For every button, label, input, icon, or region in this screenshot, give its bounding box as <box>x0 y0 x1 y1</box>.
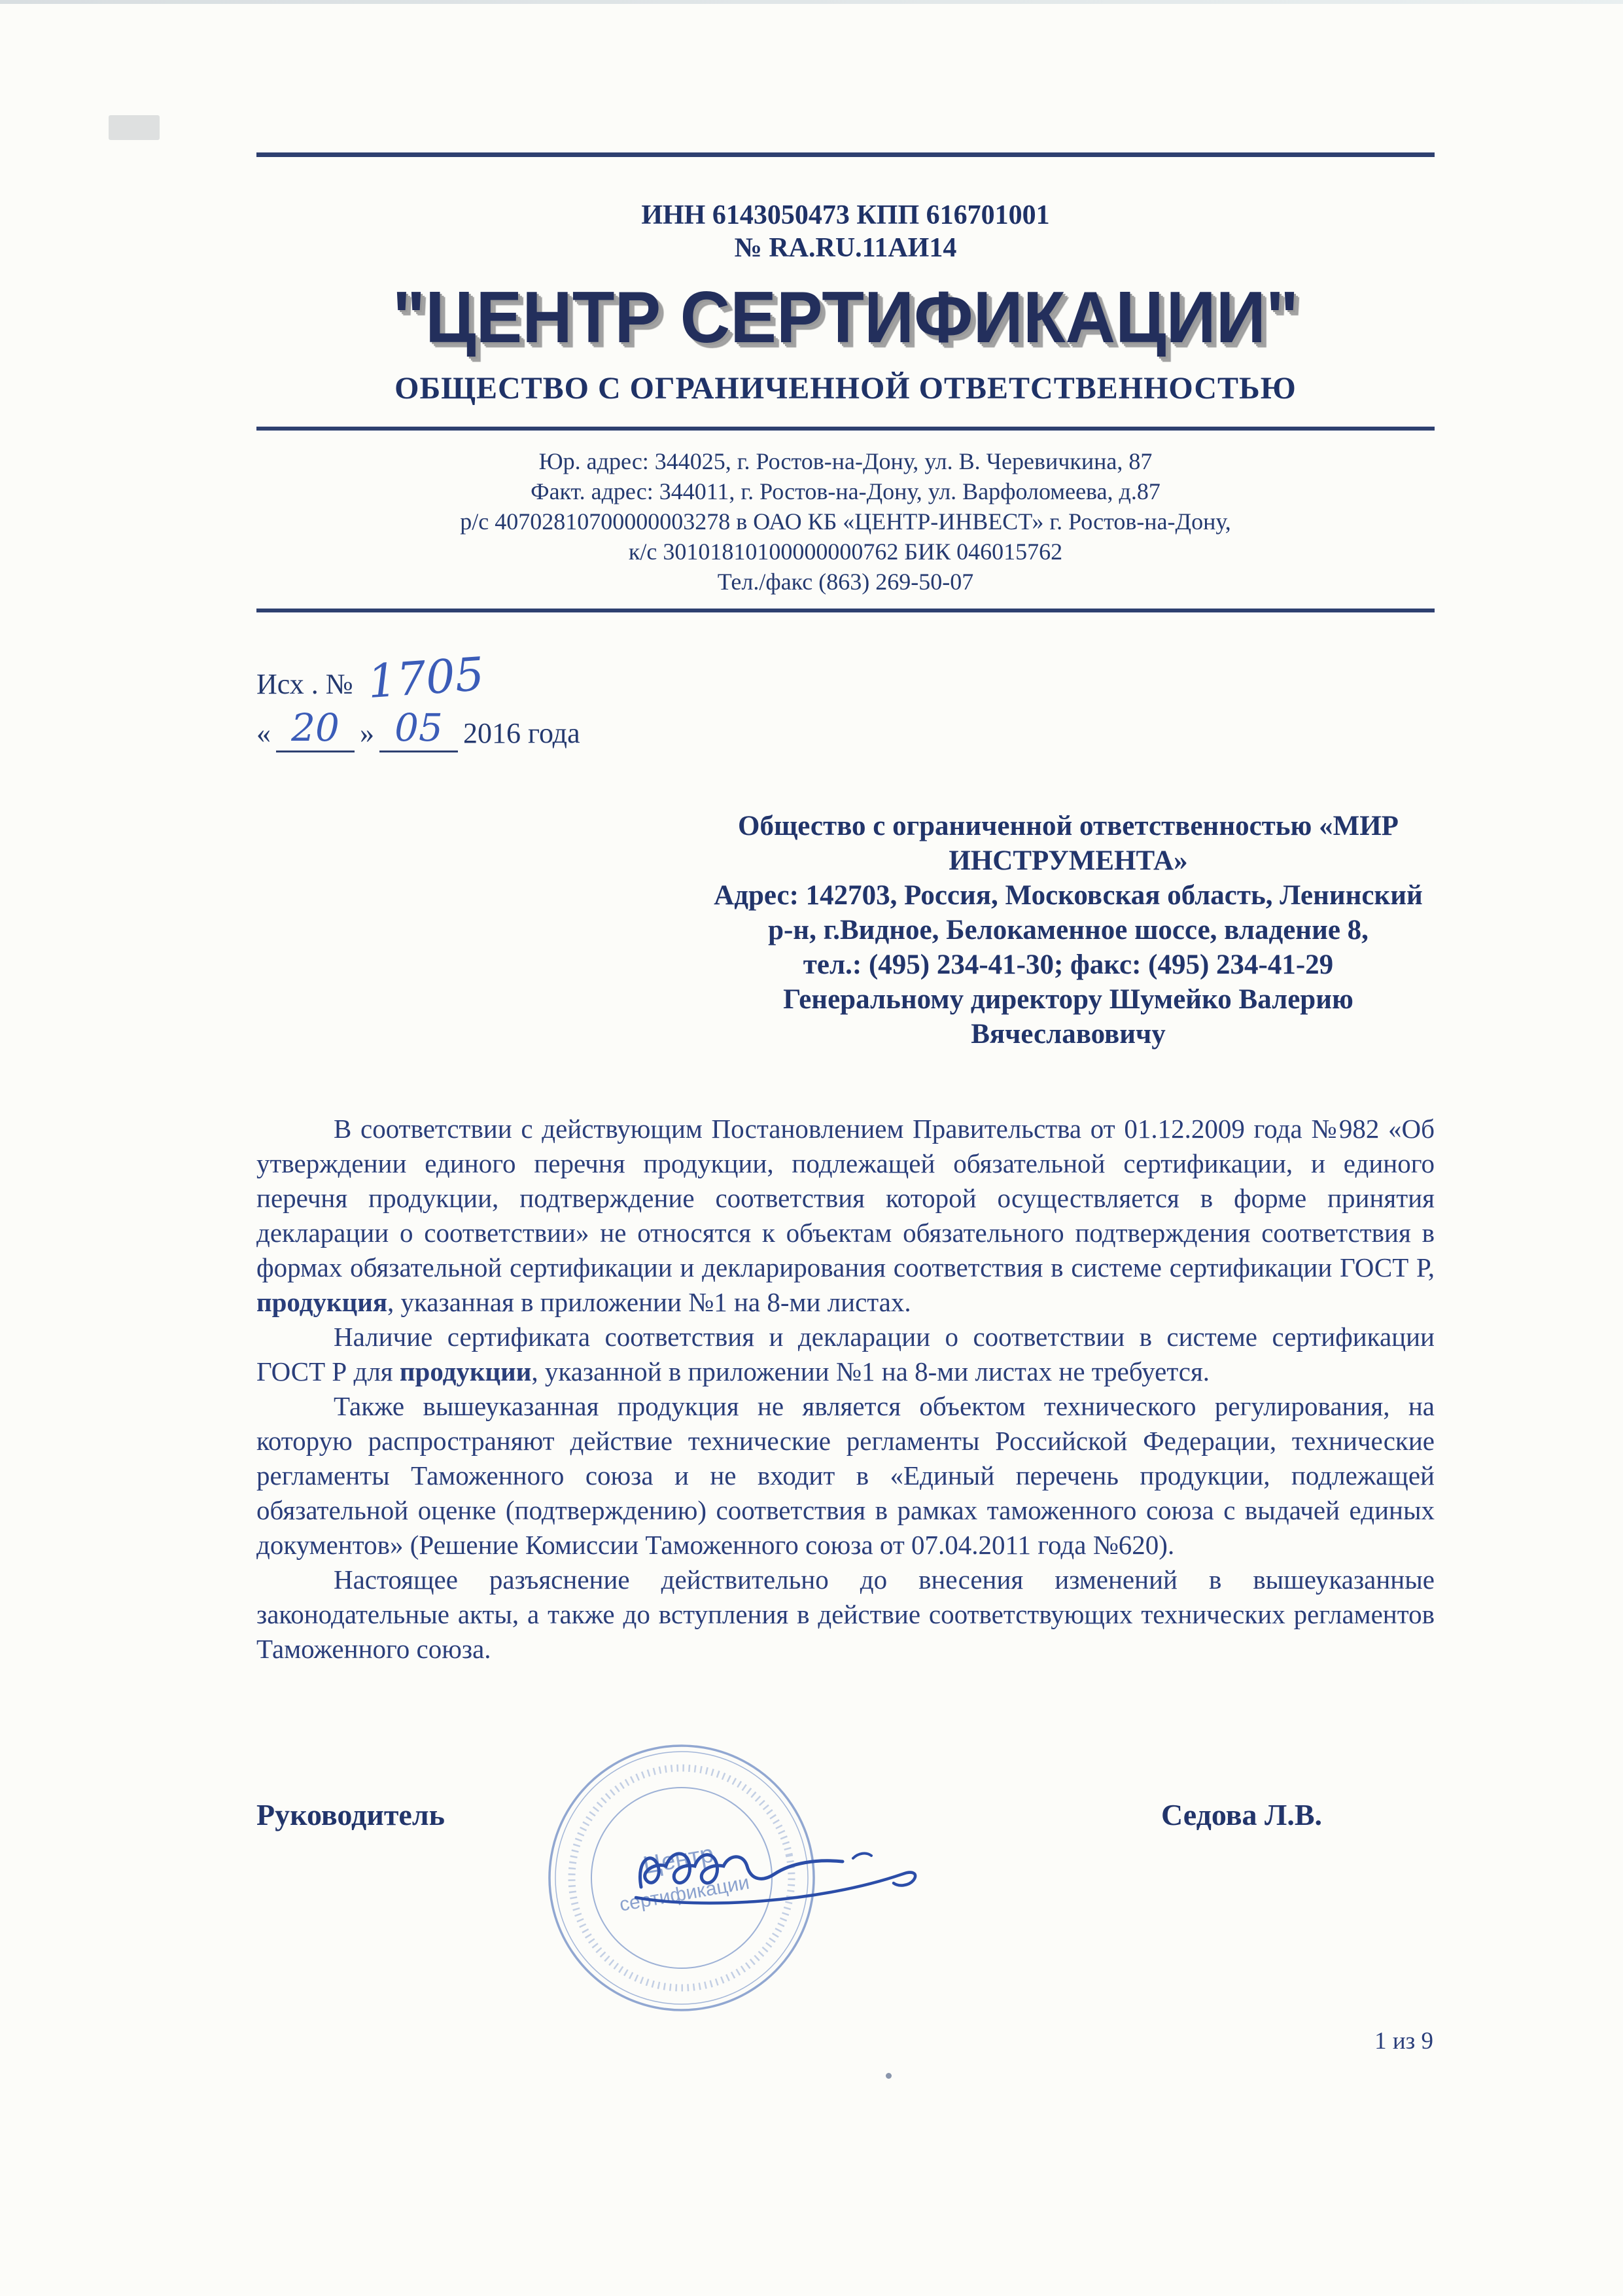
outgoing-number-block <box>256 646 1435 752</box>
letter-body <box>256 1112 1435 1667</box>
registration-number-line: № RA.RU.11АИ14 <box>734 233 957 263</box>
page-number: 1 из 9 <box>1374 2028 1433 2055</box>
signature-loops <box>640 1854 843 1887</box>
recipient-block <box>702 809 1435 1051</box>
recipient-company: Общество с ограниченной ответственностью «МИР ИНСТРУМЕНТА» <box>738 811 1399 876</box>
scan-speck-artifact <box>886 2073 892 2079</box>
stamp-center-text-2: сертификации <box>618 1871 752 1916</box>
company-legal-form: ОБЩЕСТВО С ОГРАНИЧЕННОЙ ОТВЕТСТВЕННОСТЬЮ <box>394 371 1297 406</box>
p1-text-end: , указанная в приложении №1 на 8-ми листах. <box>387 1287 911 1317</box>
date-year-text: 2016 года <box>463 717 580 749</box>
divider-under-contacts <box>256 609 1435 612</box>
date-month-handwritten: 05 <box>394 705 443 750</box>
inn-kpp-line: ИНН 6143050473 КПП 616701001 <box>641 200 1050 230</box>
phone-fax-line: Тел./факс (863) 269-50-07 <box>717 569 974 595</box>
outgoing-number-line <box>256 646 1435 709</box>
body-paragraph-1 <box>256 1112 1435 1320</box>
leader-title: Руководитель <box>256 1798 445 1831</box>
signature-row <box>256 1797 1435 1832</box>
date-close-quote: » <box>360 717 374 749</box>
stamp-center-text-1: Центр <box>640 1840 716 1880</box>
handwritten-signature <box>623 1824 963 1929</box>
actual-address-line: Факт. адрес: 344011, г. Ростов-на-Дону, ул. Варфоломеева, д.87 <box>531 478 1161 504</box>
p2-bold-word: продукции <box>399 1356 532 1386</box>
date-day-slot <box>276 705 355 752</box>
body-paragraph-4: Настоящее разъяснение действительно до внесения изменений в вышеуказанные законодательные акты, а также до вступления в действие соответствующих технических регламентов Таможенного союза. <box>256 1564 1435 1664</box>
p1-text: В соответствии с действующим Постановлением Правительства от 01.12.2009 года №982 «Об утверждении единого перечня продукции, подлежащей обязательной сертификации, и единого перечня продукции, подтверждение соответствия которой осуществляется в форме принятия декларации о соответствии» не относятся к объектам обязательного подтверждения соответствия в формах обязательной сертификации и декларирования соответствия в системе сертификации ГОСТ Р, <box>256 1114 1435 1282</box>
recipient-phone-fax: тел.: (495) 234-41-30; факс: (495) 234-41-29 <box>803 949 1334 980</box>
letterhead-contacts <box>256 446 1435 597</box>
p2-text-end: , указанной в приложении №1 на 8-ми листах не требуется. <box>531 1356 1210 1386</box>
date-open-quote: « <box>256 717 271 749</box>
signature-tail <box>853 1854 871 1858</box>
letter-content <box>256 0 1435 1832</box>
body-paragraph-2 <box>256 1320 1435 1389</box>
signature-flourish <box>636 1873 915 1903</box>
letterhead <box>256 199 1435 407</box>
p2-text: Наличие сертификата соответствия и декларации о соответствии в системе сертификации ГОСТ Р для <box>256 1322 1435 1386</box>
bank-account-line: р/с 40702810700000003278 в ОАО КБ «ЦЕНТР-ИНВЕСТ» г. Ростов-на-Дону, <box>460 508 1231 535</box>
outgoing-number-label: Исх . № <box>256 668 353 700</box>
company-title: "ЦЕНТР СЕРТИФИКАЦИИ" <box>392 277 1299 358</box>
recipient-address: Адрес: 142703, Россия, Московская область, Ленинский р-н, г.Видное, Белокаменное шоссе, владение 8, <box>714 880 1423 945</box>
outgoing-date-line <box>256 705 1435 752</box>
date-day-handwritten: 20 <box>291 705 340 750</box>
legal-address-line: Юр. адрес: 344025, г. Ростов-на-Дону, ул. В. Черевичкина, 87 <box>538 448 1153 474</box>
divider-top <box>256 152 1435 157</box>
recipient-director: Генеральному директору Шумейко Валерию Вячеславовичу <box>783 984 1353 1050</box>
divider-under-title <box>256 427 1435 431</box>
correspondent-account-line: к/с 30101810100000000762 БИК 046015762 <box>628 539 1063 565</box>
leader-name: Седова Л.В. <box>1161 1798 1322 1831</box>
scan-edge-artifact <box>109 115 160 140</box>
date-month-slot <box>379 705 458 752</box>
outgoing-number-handwritten: 1705 <box>366 646 486 709</box>
body-paragraph-3: Также вышеуказанная продукция не является объектом технического регулирования, на которую распространяют действие технические регламенты Российской Федерации, технические регламенты Таможенного союза и не входит в «Единый перечень продукции, подлежащей обязательной оценке (подтверждению) соответствия в рамках таможенного союза с выдачей единых документов» (Решение Комиссии Таможенного союза от 07.04.2011 года №620). <box>256 1391 1435 1560</box>
p1-bold-word: продукция <box>256 1287 388 1317</box>
